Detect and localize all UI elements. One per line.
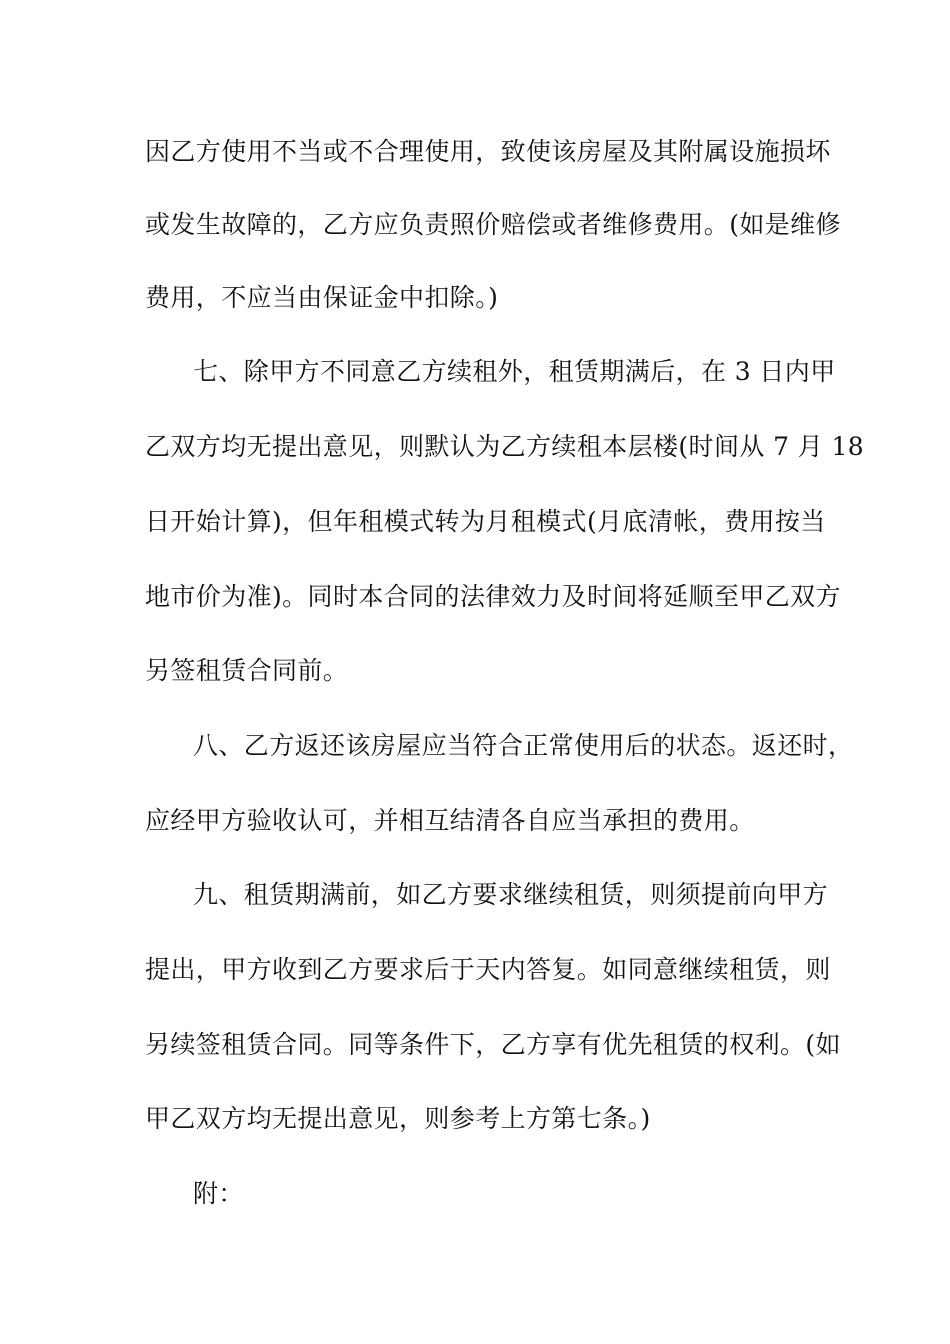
appendix-heading: 附： [193, 1179, 244, 1208]
text-line: 地市价为准)。同时本合同的法律效力及时间将延顺至甲乙双方 [145, 582, 841, 611]
clause-nine-start: 九、租赁期满前，如乙方要求继续租赁，则须提前向甲方 [193, 880, 829, 909]
text-line: 因乙方使用不当或不合理使用，致使该房屋及其附属设施损坏 [145, 137, 831, 166]
clause-seven-start: 七、除甲方不同意乙方续租外，租赁期满后，在 3 日内甲 [193, 357, 836, 386]
text-line: 另续签租赁合同。同等条件下，乙方享有优先租赁的权利。(如 [145, 1030, 841, 1059]
clause-eight-start: 八、乙方返还该房屋应当符合正常使用后的状态。返还时， [193, 731, 854, 760]
text-line: 费用，不应当由保证金中扣除。) [145, 283, 499, 312]
text-line: 甲乙双方均无提出意见，则参考上方第七条。) [145, 1104, 651, 1133]
text-line: 另签租赁合同前。 [145, 656, 349, 685]
text-line: 提出，甲方收到乙方要求后于天内答复。如同意继续租赁，则 [145, 955, 831, 984]
text-line: 日开始计算)，但年租模式转为月租模式(月底清帐，费用按当 [145, 507, 826, 536]
text-line: 或发生故障的，乙方应负责照价赔偿或者维修费用。(如是维修 [145, 210, 841, 239]
text-line: 应经甲方验收认可，并相互结清各自应当承担的费用。 [145, 806, 755, 835]
text-line: 乙双方均无提出意见，则默认为乙方续租本层楼(时间从 7 月 18 [145, 432, 865, 461]
